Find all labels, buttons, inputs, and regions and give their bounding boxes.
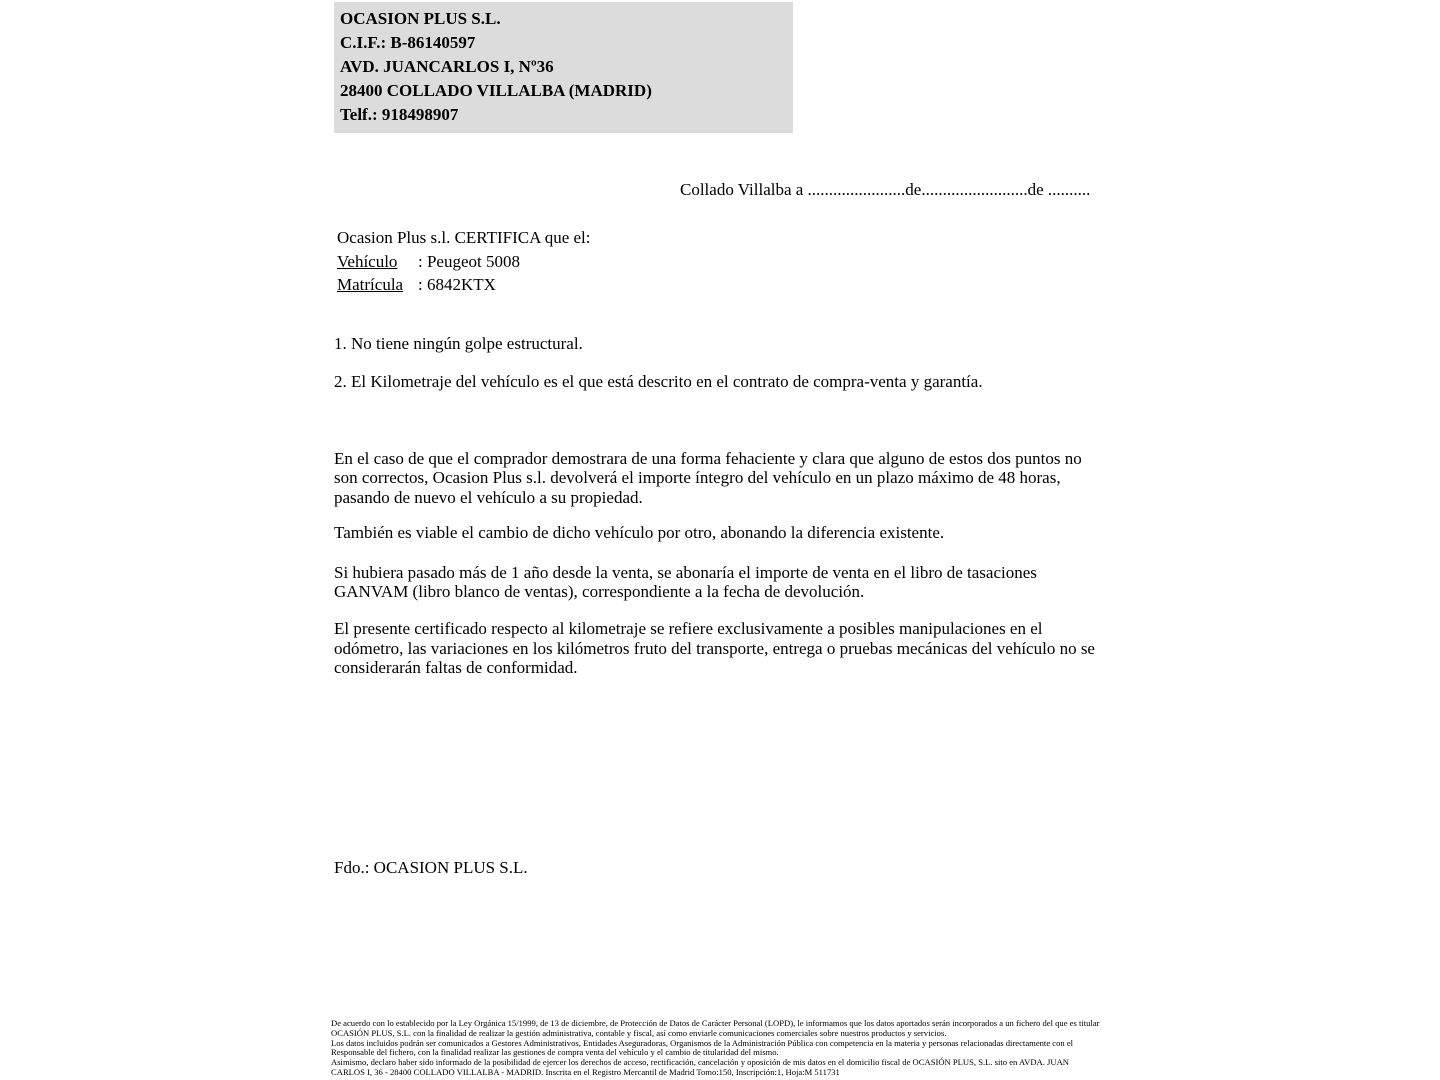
vehicle-label: Vehículo xyxy=(337,251,398,271)
legal-paragraph-3: Asimismo, declaro haber sido informado de la posibilidad de ejercer los derechos de acceso, rectificación, cancelación y oposición de mis datos en el domicilio fiscal de OCASIÓN PLUS, S.L. sito en AVDA. JUAN CARLOS I, 36 - 28400 COLLADO VILLALBA - MADRID. Inscrita en el Registro Mercantil de Madrid Tomo:150, Inscripción:1, Hoja:M 511731 xyxy=(331,1057,1070,1077)
certifica-intro: Ocasion Plus s.l. CERTIFICA que el: xyxy=(337,228,591,247)
vehicle-label-wrap xyxy=(337,250,418,274)
certified-points xyxy=(334,334,1100,392)
company-header-box xyxy=(334,2,793,133)
certification-block xyxy=(337,226,1100,297)
signature-line: Fdo.: OCASION PLUS S.L. xyxy=(334,857,528,877)
legal-paragraph-1: De acuerdo con lo establecido por la Ley Orgánica 15/1999, de 13 de diciembre, de Protección de Datos de Carácter Personal (LOPD), le informamos que los datos aportados serán incorporados a un fichero del que es titular OCASIÓN PLUS, S.L. con la finalidad de realizar la gestión administrativa, contable y fiscal, así como enviarle comunicaciones comerciales sobre nuestros productos y servicios. xyxy=(331,1018,1100,1038)
company-address: AVD. JUANCARLOS I, Nº36 xyxy=(340,57,554,76)
plate-label-wrap xyxy=(337,273,418,297)
date-line: Collado Villalba a .......................de.........................de .......... xyxy=(680,180,1091,199)
vehicle-value: : Peugeot 5008 xyxy=(418,251,520,271)
company-city: 28400 COLLADO VILLALBA (MADRID) xyxy=(340,81,652,100)
plate-row xyxy=(337,273,1100,297)
document-body xyxy=(334,2,1100,878)
company-name: OCASION PLUS S.L. xyxy=(340,9,501,28)
paragraph-odometer: El presente certificado respecto al kilometraje se refiere exclusivamente a posibles manipulaciones en el odómetro, las variaciones en los kilómetros fruto del transporte, entrega o pruebas mecánicas del vehículo no se considerarán faltas de conformidad. xyxy=(334,619,1095,678)
legal-paragraph-2: Los datos incluidos podrán ser comunicados a Gestores Administrativos, Entidades Aseguradoras, Organismos de la Administración Pública con competencia en la materia y personas relacionadas directamente con el Responsable del fichero, con la finalidad realizar las gestiones de compra venta del vehículo y el cambio de titularidad del mismo. xyxy=(331,1037,1074,1058)
plate-label: Matrícula xyxy=(337,275,404,294)
point-1: 1. No tiene ningún golpe estructural. xyxy=(334,333,583,353)
company-phone: Telf.: 918498907 xyxy=(340,105,459,124)
vehicle-row xyxy=(337,250,1100,274)
company-cif: C.I.F.: B-86140597 xyxy=(340,33,476,52)
plate-value: : 6842KTX xyxy=(418,275,496,294)
legal-footer xyxy=(331,1019,1103,1078)
point-2: 2. El Kilometraje del vehículo es el que está descrito en el contrato de compra-venta y garantía. xyxy=(334,371,983,391)
paragraph-ganvam: Si hubiera pasado más de 1 año desde la venta, se abonaría el importe de venta en el libro de tasaciones GANVAM (libro blanco de ventas), correspondiente a la fecha de devolución. xyxy=(334,562,1037,602)
paragraph-exchange: También es viable el cambio de dicho vehículo por otro, abonando la diferencia existente. xyxy=(334,523,945,543)
paragraph-refund: En el caso de que el comprador demostrara de una forma fehaciente y clara que alguno de estos dos puntos no son correctos, Ocasion Plus s.l. devolverá el importe íntegro del vehículo en un plazo máximo de 48 horas, pasando de nuevo el vehículo a su propiedad. xyxy=(334,448,1082,507)
